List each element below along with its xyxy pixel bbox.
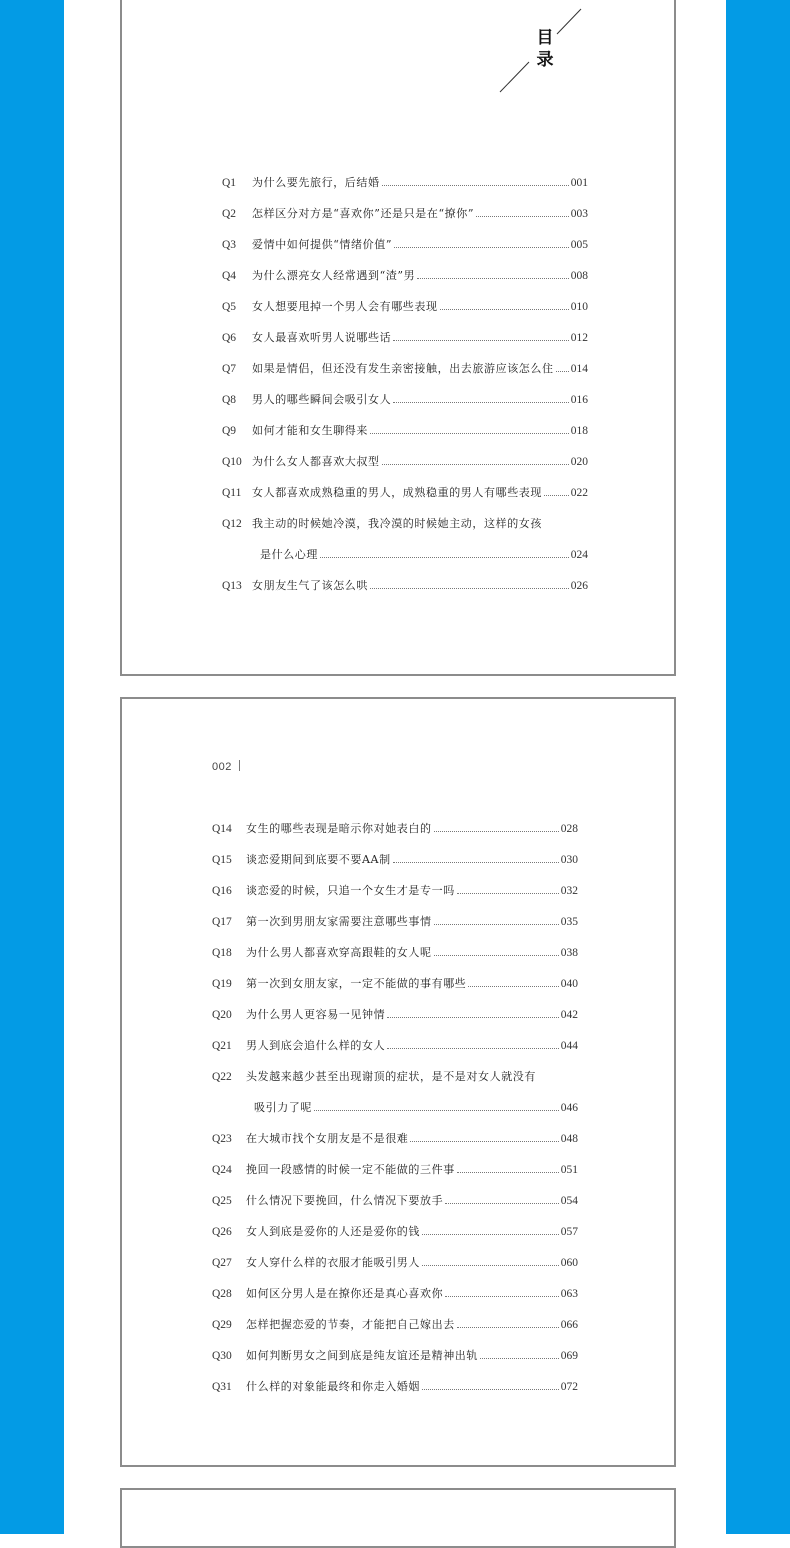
toc-leader-dots <box>480 1358 559 1359</box>
toc-entry-number: Q23 <box>212 1133 232 1145</box>
toc-leader-dots <box>445 1203 559 1204</box>
toc-leader-dots <box>410 1141 558 1142</box>
toc-entry-number: Q20 <box>212 1009 232 1021</box>
toc-entry[interactable] <box>212 1380 578 1394</box>
toc-entry-number: Q14 <box>212 823 232 835</box>
toc-entry-page: 051 <box>560 1164 578 1176</box>
toc-entry[interactable] <box>222 176 588 190</box>
toc-entry-title: 女朋友生气了该怎么哄 <box>252 579 368 592</box>
toc-entry-number: Q27 <box>212 1257 232 1269</box>
toc-leader-dots <box>457 1172 559 1173</box>
toc-entry[interactable] <box>222 393 588 407</box>
right-blue-bar <box>726 0 790 1534</box>
toc-entry-page: 022 <box>570 487 588 499</box>
toc-entry-number: Q10 <box>222 456 242 468</box>
toc-leader-dots <box>457 893 559 894</box>
toc-entry-number: Q22 <box>212 1071 232 1083</box>
toc-entry-title: 如何才能和女生聊得来 <box>252 424 368 437</box>
toc-entry-page: 063 <box>560 1288 578 1300</box>
toc-entry-number: Q9 <box>222 425 237 437</box>
toc-entry-page: 072 <box>560 1381 578 1393</box>
toc-entry-title: 如果是情侣，但还没有发生亲密接触，出去旅游应该怎么住 <box>252 362 554 375</box>
toc-leader-dots <box>556 371 569 372</box>
toc-entry-title: 吸引力了呢 <box>254 1101 312 1114</box>
toc-leader-dots <box>434 831 559 832</box>
toc-leader-dots <box>457 1327 559 1328</box>
toc-leader-dots <box>393 862 559 863</box>
toc-entry-title: 为什么要先旅行，后结婚 <box>252 176 380 189</box>
toc-leader-dots <box>417 278 569 279</box>
toc-entry-page: 005 <box>570 239 588 251</box>
toc-entry-number: Q29 <box>212 1319 232 1331</box>
toc-leader-dots <box>422 1265 559 1266</box>
toc-leader-dots <box>382 464 569 465</box>
toc-entry-page: 024 <box>570 549 588 561</box>
toc-page-3-partial <box>120 1488 676 1548</box>
toc-entry-number: Q5 <box>222 301 237 313</box>
toc-entry-page: 014 <box>570 363 588 375</box>
toc-leader-dots <box>422 1389 559 1390</box>
toc-entry-title: 是什么心理 <box>260 548 318 561</box>
toc-title-char-1: 目 <box>536 28 554 48</box>
toc-title <box>533 27 557 71</box>
toc-entry-title: 如何区分男人是在撩你还是真心喜欢你 <box>246 1287 444 1300</box>
toc-entry-number: Q16 <box>212 885 232 897</box>
toc-entry[interactable] <box>212 977 578 991</box>
page-number-text: 002 <box>212 761 232 773</box>
toc-entry-number: Q25 <box>212 1195 232 1207</box>
toc-entry-title: 在大城市找个女朋友是不是很难 <box>246 1132 409 1145</box>
toc-entry[interactable] <box>222 455 588 469</box>
toc-entry-title: 什么情况下要挽回，什么情况下要放手 <box>246 1194 444 1207</box>
toc-entry[interactable] <box>212 1225 578 1239</box>
toc-entry[interactable] <box>212 915 578 929</box>
toc-entry-number: Q26 <box>212 1226 232 1238</box>
toc-entry-number: Q2 <box>222 208 237 220</box>
toc-entry-title: 女人穿什么样的衣服才能吸引男人 <box>246 1256 420 1269</box>
toc-entry[interactable] <box>212 1132 578 1146</box>
toc-entry-title: 谈恋爱期间到底要不要AA制 <box>246 853 391 866</box>
toc-entry-title: 什么样的对象能最终和你走入婚姻 <box>246 1380 420 1393</box>
toc-entry-title: 为什么漂亮女人经常遇到“渣”男 <box>252 269 416 282</box>
toc-entry-number: Q18 <box>212 947 232 959</box>
toc-entry[interactable] <box>212 884 578 898</box>
toc-entry[interactable] <box>222 548 588 562</box>
title-decoration <box>122 0 678 110</box>
page-number-separator <box>239 760 240 771</box>
toc-entry[interactable] <box>222 424 588 438</box>
toc-leader-dots <box>476 216 569 217</box>
toc-entry-page: 003 <box>570 208 588 220</box>
toc-entry[interactable] <box>212 1256 578 1270</box>
toc-entry[interactable] <box>212 946 578 960</box>
toc-leader-dots <box>320 557 569 558</box>
toc-entry[interactable] <box>212 1008 578 1022</box>
toc-entry-number: Q1 <box>222 177 237 189</box>
toc-entry-page: 057 <box>560 1226 578 1238</box>
toc-entry-number: Q13 <box>222 580 242 592</box>
toc-entry-page: 020 <box>570 456 588 468</box>
toc-leader-dots <box>370 433 569 434</box>
toc-entry-title: 男人的哪些瞬间会吸引女人 <box>252 393 392 406</box>
toc-leader-dots <box>387 1048 559 1049</box>
toc-entry-page: 040 <box>560 978 578 990</box>
toc-entry-number: Q31 <box>212 1381 232 1393</box>
left-blue-bar <box>0 0 64 1534</box>
toc-entry-number: Q6 <box>222 332 237 344</box>
page-number <box>212 760 240 773</box>
toc-entry-title: 女人想要甩掉一个男人会有哪些表现 <box>252 300 438 313</box>
toc-entry-page: 038 <box>560 947 578 959</box>
toc-entry-title: 男人到底会追什么样的女人 <box>246 1039 386 1052</box>
toc-leader-dots <box>314 1110 559 1111</box>
toc-leader-dots <box>393 340 569 341</box>
toc-entry-page: 028 <box>560 823 578 835</box>
toc-entry-number: Q4 <box>222 270 237 282</box>
toc-page-1 <box>120 0 676 676</box>
toc-entry[interactable] <box>212 1318 578 1332</box>
toc-leader-dots <box>544 495 569 496</box>
toc-leader-dots <box>370 588 569 589</box>
toc-entry-number: Q30 <box>212 1350 232 1362</box>
toc-entry-page: 054 <box>560 1195 578 1207</box>
toc-entry-title: 挽回一段感情的时候一定不能做的三件事 <box>246 1163 455 1176</box>
toc-entry-page: 035 <box>560 916 578 928</box>
toc-entry-title: 头发越来越少甚至出现谢顶的症状，是不是对女人就没有 <box>246 1070 536 1083</box>
toc-entry-title: 女人最喜欢听男人说哪些话 <box>252 331 392 344</box>
toc-entry-title: 怎样把握恋爱的节奏，才能把自己嫁出去 <box>246 1318 455 1331</box>
toc-entry-page: 060 <box>560 1257 578 1269</box>
toc-entry-page: 030 <box>560 854 578 866</box>
toc-entry[interactable] <box>222 486 588 500</box>
toc-entry[interactable] <box>212 1163 578 1177</box>
toc-entry-title: 为什么男人都喜欢穿高跟鞋的女人呢 <box>246 946 432 959</box>
toc-entry-title: 女人都喜欢成熟稳重的男人，成熟稳重的男人有哪些表现 <box>252 486 542 499</box>
toc-entry-page: 012 <box>570 332 588 344</box>
toc-entry-page: 026 <box>570 580 588 592</box>
toc-entry-page: 042 <box>560 1009 578 1021</box>
toc-entry[interactable] <box>222 517 588 531</box>
toc-entry-title: 我主动的时候她冷漠，我冷漠的时候她主动，这样的女孩 <box>252 517 542 530</box>
toc-entry[interactable] <box>222 331 588 345</box>
toc-entry-number: Q11 <box>222 487 242 499</box>
toc-leader-dots <box>445 1296 559 1297</box>
toc-entry-page: 046 <box>560 1102 578 1114</box>
toc-entry[interactable] <box>212 1194 578 1208</box>
toc-page-2 <box>120 697 676 1467</box>
toc-leader-dots <box>422 1234 559 1235</box>
toc-entry-number: Q28 <box>212 1288 232 1300</box>
toc-entry-page: 016 <box>570 394 588 406</box>
toc-entry-page: 001 <box>570 177 588 189</box>
toc-leader-dots <box>468 986 558 987</box>
toc-entry-number: Q3 <box>222 239 237 251</box>
toc-entry-title: 为什么女人都喜欢大叔型 <box>252 455 380 468</box>
toc-entry-title: 怎样区分对方是“喜欢你”还是只是在“撩你” <box>252 207 475 220</box>
toc-entry-page: 048 <box>560 1133 578 1145</box>
toc-entry-page: 018 <box>570 425 588 437</box>
toc-entry[interactable] <box>222 579 588 593</box>
toc-entry[interactable] <box>222 269 588 283</box>
toc-leader-dots <box>387 1017 559 1018</box>
toc-entry-title: 女人到底是爱你的人还是爱你的钱 <box>246 1225 420 1238</box>
toc-entry[interactable] <box>212 1287 578 1301</box>
toc-entry[interactable] <box>212 1070 578 1084</box>
toc-entry[interactable] <box>212 1101 578 1115</box>
toc-title-char-2: 录 <box>536 50 554 70</box>
toc-entry-number: Q7 <box>222 363 237 375</box>
toc-entry[interactable] <box>212 853 578 867</box>
toc-leader-dots <box>434 955 559 956</box>
toc-entry-number: Q15 <box>212 854 232 866</box>
toc-entry-number: Q8 <box>222 394 237 406</box>
toc-entry-title: 爱情中如何提供“情绪价值” <box>252 238 393 251</box>
toc-entry-title: 谈恋爱的时候，只追一个女生才是专一吗 <box>246 884 455 897</box>
toc-entry-page: 066 <box>560 1319 578 1331</box>
toc-entry-number: Q12 <box>222 518 242 530</box>
toc-entry[interactable] <box>222 362 588 376</box>
toc-entry[interactable] <box>212 1349 578 1363</box>
toc-entry-number: Q17 <box>212 916 232 928</box>
toc-leader-dots <box>434 924 559 925</box>
toc-entry[interactable] <box>212 822 578 836</box>
toc-entry-number: Q24 <box>212 1164 232 1176</box>
toc-leader-dots <box>393 402 569 403</box>
toc-leader-dots <box>394 247 569 248</box>
toc-entry-title: 第一次到男朋友家需要注意哪些事情 <box>246 915 432 928</box>
toc-entry-title: 为什么男人更容易一见钟情 <box>246 1008 386 1021</box>
toc-entry-title: 第一次到女朋友家，一定不能做的事有哪些 <box>246 977 467 990</box>
toc-entry-title: 女生的哪些表现是暗示你对她表白的 <box>246 822 432 835</box>
toc-entry-number: Q21 <box>212 1040 232 1052</box>
toc-entry[interactable] <box>222 300 588 314</box>
toc-entry-page: 032 <box>560 885 578 897</box>
toc-entry[interactable] <box>212 1039 578 1053</box>
toc-leader-dots <box>440 309 569 310</box>
toc-entry[interactable] <box>222 238 588 252</box>
toc-entry[interactable] <box>222 207 588 221</box>
toc-entry-page: 069 <box>560 1350 578 1362</box>
toc-entry-title: 如何判断男女之间到底是纯友谊还是精神出轨 <box>246 1349 478 1362</box>
toc-entry-page: 044 <box>560 1040 578 1052</box>
toc-entry-page: 010 <box>570 301 588 313</box>
toc-entry-page: 008 <box>570 270 588 282</box>
toc-leader-dots <box>382 185 569 186</box>
toc-entry-number: Q19 <box>212 978 232 990</box>
